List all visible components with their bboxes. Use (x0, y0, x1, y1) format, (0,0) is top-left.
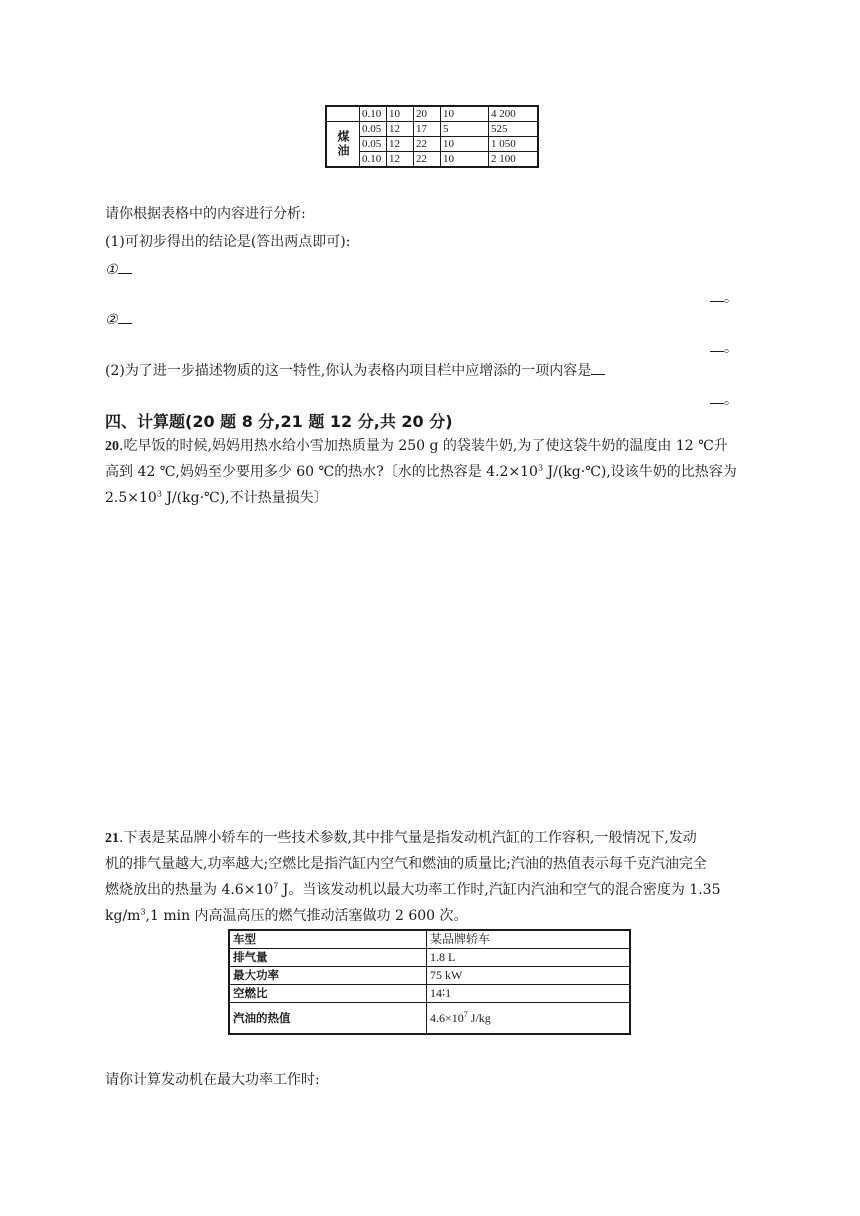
table-cell: 20 (414, 106, 441, 122)
answer-blank-end[interactable] (710, 389, 724, 404)
answer-blank[interactable] (591, 360, 605, 375)
exponent: 7 (273, 881, 279, 891)
spec-key: 汽油的热值 (229, 1003, 427, 1035)
table-row (326, 106, 538, 122)
table-cell: 5 (441, 122, 489, 137)
q20-line1 (105, 435, 728, 458)
spec-value: 75 kW (427, 967, 631, 985)
table-cell: 12 (387, 152, 414, 168)
table-cell: 2 100 (489, 152, 539, 168)
table-row (229, 1003, 630, 1035)
q19-item2-end (710, 337, 738, 359)
q19-intro: 请你根据表格中的内容进行分析: (105, 206, 306, 222)
q20-text: J/(kg·℃),不计热量损失〕 (161, 490, 328, 506)
answer-blank-end[interactable] (710, 337, 724, 352)
q21-line4 (105, 905, 468, 927)
question-number: 20 (105, 439, 119, 454)
spec-key: 排气量 (229, 949, 427, 967)
table-cell: 0.05 (360, 122, 387, 137)
q19-item2 (105, 309, 132, 331)
table-row (229, 985, 630, 1003)
exponent: 7 (463, 1009, 468, 1019)
item-marker: ① (105, 262, 118, 278)
table-cell: 17 (414, 122, 441, 137)
exponent: 3 (156, 489, 162, 499)
q19-item1-end (710, 287, 738, 309)
table-row (229, 930, 630, 949)
table-cell: 10 (441, 106, 489, 122)
table-cell: 0.05 (360, 137, 387, 152)
car-spec-table (228, 929, 631, 1035)
table-row (229, 967, 630, 985)
q19-part2-text: (2)为了进一步描述物质的这一特性,你认为表格内项目栏中应增添的一项内容是 (105, 363, 592, 379)
question-number: 21 (105, 831, 119, 846)
period: 。 (724, 392, 738, 408)
table-cell: 0.10 (360, 152, 387, 168)
q21-text: 燃烧放出的热量为 4.6×10 (105, 882, 274, 898)
q21-text: ,1 min 内高温高压的燃气推动活塞做功 2 600 次。 (145, 908, 468, 924)
table-cell: 12 (387, 137, 414, 152)
spec-key: 空燃比 (229, 985, 427, 1003)
q20-text: J/(kg·℃),设该牛奶的比热容为 (543, 464, 737, 480)
table-cell: 4 200 (489, 106, 539, 122)
spec-value: 1.8 L (427, 949, 631, 967)
table-cell-empty (326, 106, 360, 122)
q19-part1: (1)可初步得出的结论是(答出两点即可): (105, 234, 351, 250)
table-cell: 22 (414, 137, 441, 152)
q21-text: kg/m (105, 908, 141, 924)
q21-line1 (105, 827, 697, 850)
spec-value (427, 1003, 631, 1035)
q19-part2 (105, 360, 605, 382)
period: 。 (724, 290, 738, 306)
table-row (229, 949, 630, 967)
specific-heat-data-table (325, 105, 539, 168)
table-row (326, 122, 538, 137)
q20-line2 (105, 461, 737, 483)
q21-prompt: 请你计算发动机在最大功率工作时: (105, 1072, 320, 1088)
answer-blank[interactable] (118, 309, 132, 324)
item-marker: ② (105, 312, 118, 328)
material-label: 煤油 (326, 122, 360, 168)
q21-text: J。当该发动机以最大功率工作时,汽缸内汽油和空气的混合密度为 1.35 (278, 882, 721, 898)
table-cell: 12 (387, 122, 414, 137)
q21-line2: 机的排气量越大,功率越大;空燃比是指汽缸内空气和燃油的质量比;汽油的热值表示每千克汽油完全 (105, 856, 707, 872)
q20-text: 2.5×10 (105, 490, 157, 506)
table-cell: 10 (441, 137, 489, 152)
q20-line3 (105, 487, 328, 509)
section-heading: 四、计算题(20 题 8 分,21 题 12 分,共 20 分) (105, 412, 453, 431)
table-cell: 10 (387, 106, 414, 122)
spec-value: 14∶1 (427, 985, 631, 1003)
table-cell: 0.10 (360, 106, 387, 122)
q19-part2-end (710, 389, 738, 411)
q20-text: 高到 42 ℃,妈妈至少要用多少 60 ℃的热水?〔水的比热容是 4.2×10 (105, 464, 538, 480)
spec-key: 车型 (229, 930, 427, 949)
q21-text: .下表是某品牌小轿车的一些技术参数,其中排气量是指发动机汽缸的工作容积,一般情况下,发动 (119, 830, 697, 846)
table-cell: 10 (441, 152, 489, 168)
q21-line3 (105, 879, 721, 901)
exponent: 3 (140, 907, 146, 917)
spec-value: 某品牌轿车 (427, 930, 631, 949)
period: 。 (724, 340, 738, 356)
exponent: 3 (537, 463, 544, 473)
value-text: J/kg (467, 1010, 491, 1025)
q20-text: .吃早饭的时候,妈妈用热水给小雪加热质量为 250 g 的袋装牛奶,为了使这袋牛奶的温度由 12 ℃升 (119, 438, 728, 454)
spec-key: 最大功率 (229, 967, 427, 985)
table-cell: 22 (414, 152, 441, 168)
answer-blank[interactable] (118, 259, 132, 274)
q19-item1 (105, 259, 132, 281)
table-cell: 525 (489, 122, 539, 137)
value-text: 4.6×10 (430, 1010, 464, 1025)
table-cell: 1 050 (489, 137, 539, 152)
answer-blank-end[interactable] (710, 287, 724, 302)
